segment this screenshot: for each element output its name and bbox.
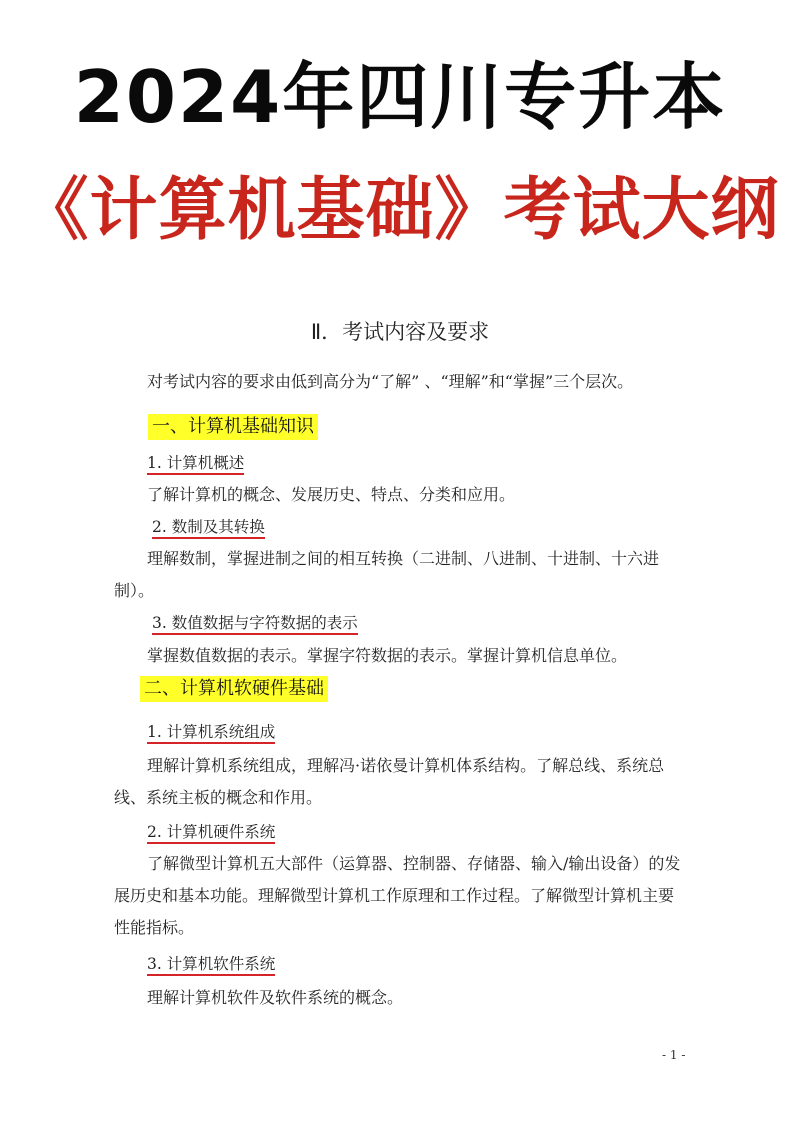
title-year-province: 2024年四川专升本 <box>73 55 727 139</box>
title-exam-outline: 《计算机基础》考试大纲 <box>20 171 780 250</box>
intro-paragraph: 对考试内容的要求由低到高分为“了解” 、“理解”和“掌握”三个层次。 <box>147 372 634 391</box>
part1-item1-text: 了解计算机的概念、发展历史、特点、分类和应用。 <box>147 485 516 504</box>
part1-item2-label: 2. 数制及其转换 <box>152 517 265 539</box>
section-heading: Ⅱ．考试内容及要求 <box>310 320 490 344</box>
part2-item3-label: 3. 计算机软件系统 <box>147 954 275 976</box>
part2-item1-text-line1: 理解计算机系统组成，理解冯·诺依曼计算机体系结构。了解总线、系统总 <box>147 756 665 775</box>
part2-title: 二、计算机软硬件基础 <box>140 676 328 702</box>
part2-item3-text: 理解计算机软件及软件系统的概念。 <box>147 988 404 1007</box>
part2-item1-label: 1. 计算机系统组成 <box>147 722 275 744</box>
part1-item1-label: 1. 计算机概述 <box>147 453 244 475</box>
part2-item1-text-line2: 线、系统主板的概念和作用。 <box>114 788 323 807</box>
part2-item2-text-line1: 了解微型计算机五大部件（运算器、控制器、存储器、输入/输出设备）的发 <box>147 854 681 873</box>
page-number: - 1 - <box>662 1048 686 1062</box>
part1-title: 一、计算机基础知识 <box>148 414 318 440</box>
part2-item2-text-line2: 展历史和基本功能。理解微型计算机工作原理和工作过程。了解微型计算机主要 <box>114 886 675 905</box>
part1-item2-text-line1: 理解数制，掌握进制之间的相互转换（二进制、八进制、十进制、十六进 <box>147 549 660 568</box>
part2-item2-label: 2. 计算机硬件系统 <box>147 822 275 844</box>
part1-item3-label: 3. 数值数据与字符数据的表示 <box>152 613 358 635</box>
part1-item2-text-line2: 制）。 <box>114 581 155 600</box>
part1-item3-text: 掌握数值数据的表示。掌握字符数据的表示。掌握计算机信息单位。 <box>147 646 628 665</box>
part2-item2-text-line3: 性能指标。 <box>114 918 195 937</box>
